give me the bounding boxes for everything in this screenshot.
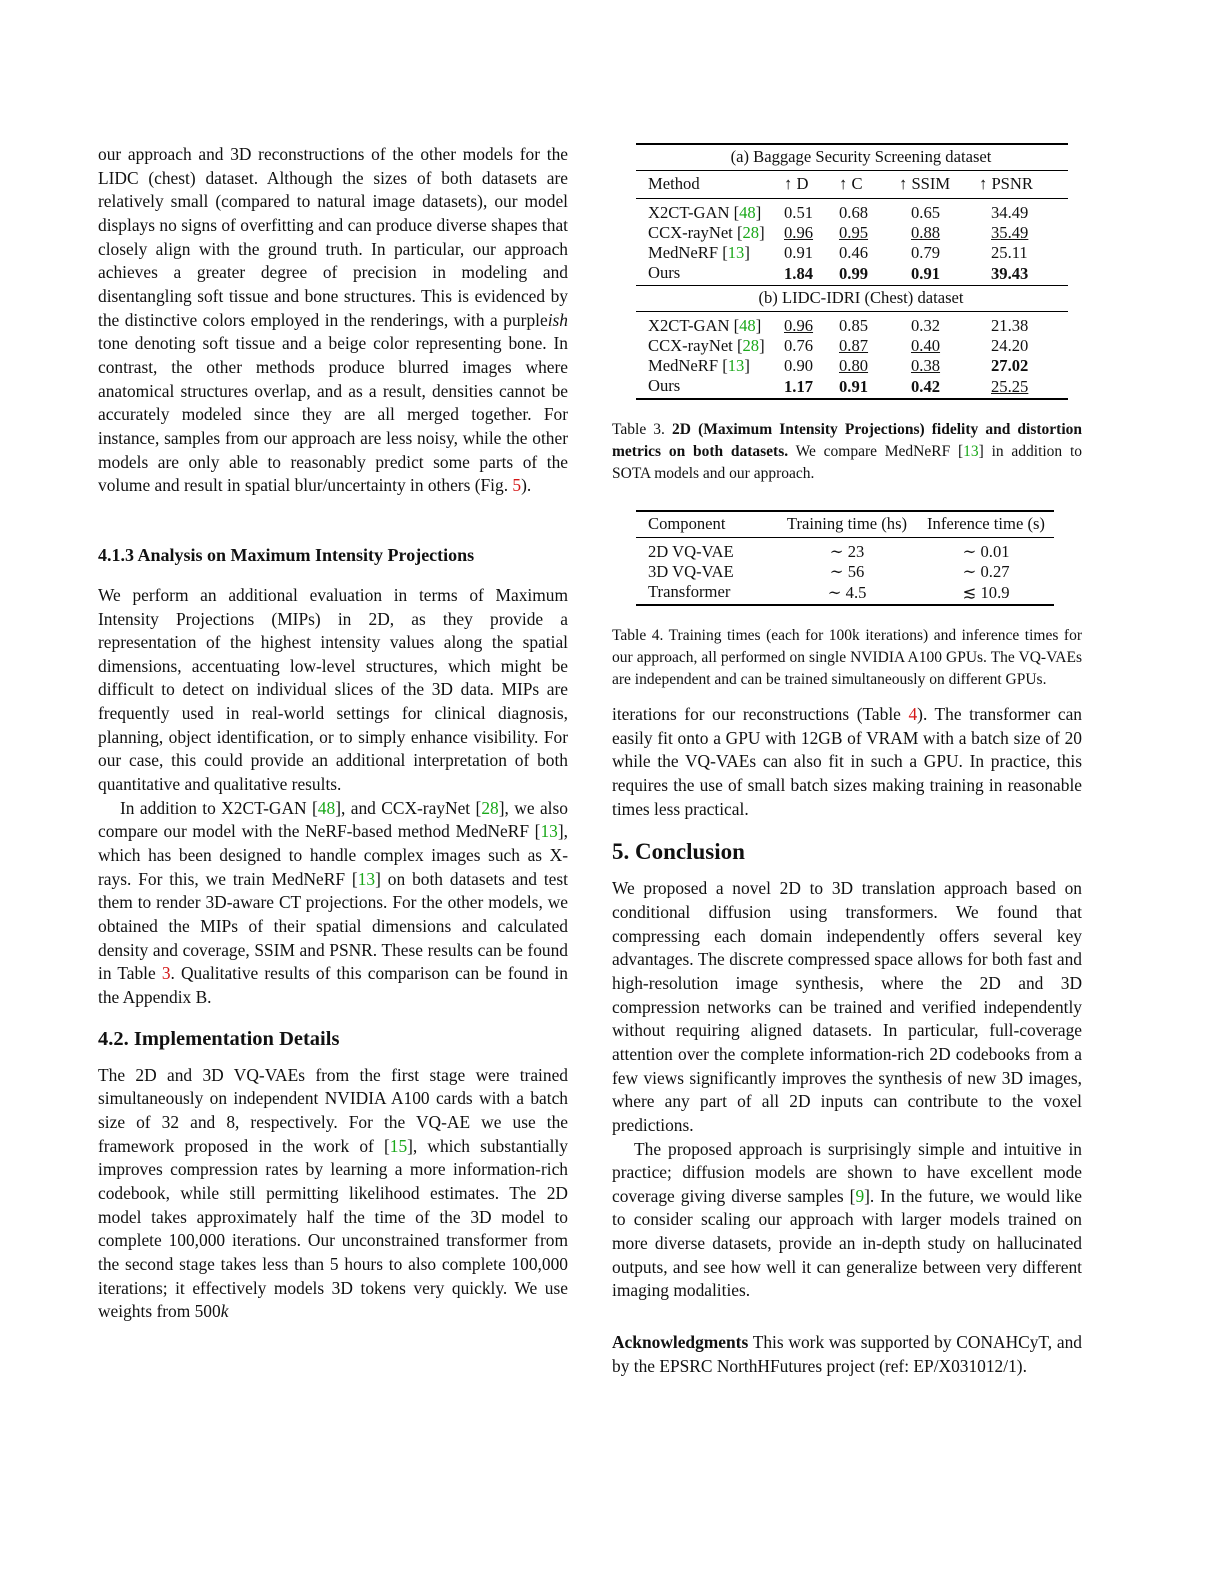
- citation-link[interactable]: 13: [727, 355, 745, 375]
- citation-link[interactable]: 28: [742, 335, 760, 355]
- acknowledgments: Acknowledgments This work was supported by CONAHCyT, and by the EPSRC NorthHFutures project (ref: EP/X031012/1).: [612, 1332, 1082, 1376]
- citation-link[interactable]: 48: [317, 797, 336, 818]
- col-header-psnr: ↑ PSNR: [979, 170, 1068, 198]
- col-header-d: ↑ D: [784, 170, 839, 198]
- table-row: Transformer ∼ 4.5 ≲ 10.9: [648, 582, 1010, 602]
- table-4: [636, 510, 1054, 607]
- citation-link[interactable]: 28: [742, 222, 760, 242]
- left-column: [98, 143, 568, 1324]
- table-row: Ours 1.17 0.91 0.42 25.25: [648, 375, 1029, 396]
- paragraph-iterations: iterations for our reconstructions (Table 4). The transformer can easily fit onto a GPU with 12GB of VRAM with a batch size of 20 while the VQ-VAEs can also fit in such a GPU. In practice, this requires the use of small batch sizes making training in reasonable times less practical.: [612, 704, 1082, 819]
- citation-link[interactable]: 9: [855, 1185, 865, 1206]
- table-row: MedNeRF [13] 0.90 0.80 0.38 27.02: [648, 355, 1029, 375]
- section-heading-4-1-3: 4.1.3 Analysis on Maximum Intensity Projections: [98, 544, 475, 565]
- paragraph-conclusion-1: We proposed a novel 2D to 3D translation approach based on conditional diffusion using transformers. We found that compressing each domain independently offers several key advantages. The discrete compressed space allows for both fast and high-resolution image synthesis, where the 2D and 3D compression networks can be trained and verified independently without requiring aligned datasets. In particular, full-coverage attention over the complete information-rich 2D codebooks from a few views significantly improves the synthesis of new 3D images, where any part of all 2D inputs can contribute to the voxel predictions.: [612, 878, 1082, 1135]
- table-3a-title: (a) Baggage Security Screening dataset: [636, 144, 1068, 170]
- right-column: [612, 143, 1082, 1378]
- paragraph-results: our approach and 3D reconstructions of the other models for the LIDC (chest) dataset. Although the sizes of both datasets are relatively small (compared to natural image datasets), our model displays no signs of overfitting and can produce diverse shapes that closely align with the ground truth. In particular, our approach achieves a greater degree of precision in modeling and disentangling soft tissue and bone structures. This is evidenced by the distinctive colors employed in the renderings, with a purpleish tone denoting soft tissue and a beige color representing bone. In contrast, the other methods produce blurred images where anatomical structures overlap, and as a result, densities cannot be accurately modeled since they are all merged together. For instance, samples from our approach are less noisy, while the other models are only able to reasonably predict some parts of the volume and result in spatial blur/uncertainty in others (Fig. 5).: [98, 144, 568, 496]
- table-row: 3D VQ-VAE ∼ 56 ∼ 0.27: [648, 562, 1010, 581]
- citation-link[interactable]: 28: [481, 797, 499, 818]
- citation-link[interactable]: 13: [963, 442, 979, 460]
- paragraph-implementation: The 2D and 3D VQ-VAEs from the first stage were trained simultaneously on independent NVIDIA A100 cards with a batch size of 32 and 8, respectively. For the VQ-AE we use the framework proposed in the work of [15], which substantially improves compression rates by learning a more information-rich codebook, while still permitting likelihood estimates. The 2D model takes approximately half the time of the 3D model to complete 100,000 iterations. Our unconstrained transformer from the second stage takes less than 5 hours to also complete 100,000 iterations; it effectively models 3D tokens very quickly. We use weights from 500k: [98, 1064, 568, 1322]
- citation-link[interactable]: 13: [357, 868, 376, 889]
- table-row: CCX-rayNet [28] 0.76 0.87 0.40 24.20: [648, 335, 1029, 355]
- table-3: [636, 143, 1068, 400]
- table-4-header: [636, 511, 1054, 538]
- table-3a-body: [636, 198, 1068, 285]
- table-3b-title: (b) LIDC-IDRI (Chest) dataset: [636, 285, 1068, 311]
- citation-link[interactable]: 13: [727, 242, 745, 262]
- table-link[interactable]: 4: [908, 704, 918, 724]
- table-row: 2D VQ-VAE ∼ 23 ∼ 0.01: [648, 542, 1010, 561]
- acknowledgments-label: Acknowledgments: [612, 1332, 749, 1353]
- col-header-inference: Inference time (s): [918, 511, 1054, 538]
- table-row: CCX-rayNet [28] 0.96 0.95 0.88 35.49: [648, 222, 1029, 242]
- figure-link[interactable]: 5: [512, 475, 522, 496]
- table-4-grid: [636, 510, 1054, 607]
- col-header-method: Method: [636, 170, 784, 198]
- citation-link[interactable]: 15: [389, 1135, 408, 1156]
- paragraph-mip: We perform an additional evaluation in terms of Maximum Intensity Projections (MIPs) in 2D, as they provide a representation of the highest intensity values along the spatial dimensions, accentuating low-level structures, which might be difficult to detect on individual slices of the 3D data. MIPs are frequently used in real-world settings for clinical diagnosis, planning, object identification, or to simply enhance visibility. For our case, this could provide an additional interpretation of both quantitative and qualitative results.: [98, 584, 568, 795]
- citation-link[interactable]: 48: [739, 202, 756, 222]
- table-3b-body: [636, 311, 1068, 399]
- table-row: MedNeRF [13] 0.91 0.46 0.79 25.11: [648, 242, 1028, 262]
- col-header-component: Component: [636, 511, 776, 538]
- table-link[interactable]: 3: [161, 963, 171, 984]
- table-row: X2CT-GAN [48] 0.96 0.85 0.32 21.38: [648, 315, 1029, 335]
- table-4-caption: Table 4. Training times (each for 100k iterations) and inference times for our approach, all performed on single NVIDIA A100 GPUs. The VQ-VAEs are independent and can be trained simultaneously on different GPUs.: [612, 627, 1082, 688]
- col-header-ssim: ↑ SSIM: [899, 170, 979, 198]
- col-header-c: ↑ C: [839, 170, 899, 198]
- citation-link[interactable]: 13: [540, 821, 558, 842]
- table-3-caption: Table 3. 2D (Maximum Intensity Projections) fidelity and distortion metrics on both datasets. We compare MedNeRF [13] in addition to SOTA models and our approach.: [612, 420, 1083, 482]
- table-row: X2CT-GAN [48] 0.51 0.68 0.65 34.49: [648, 202, 1029, 222]
- citation-link[interactable]: 48: [739, 315, 756, 335]
- col-header-training: Training time (hs): [776, 511, 918, 538]
- section-heading-conclusion: 5. Conclusion: [612, 839, 745, 865]
- paragraph-comparison: In addition to X2CT-GAN [48], and CCX-rayNet [28], we also compare our model with the NeRF-based method MedNeRF [13], which has been designed to handle complex images such as X-rays. For this, we train MedNeRF [13] on both datasets and test them to render 3D-aware CT projections. For the other models, we obtained the MIPs of their spatial dimensions and calculated density and coverage, SSIM and PSNR. These results can be found in Table 3. Qualitative results of this comparison can be found in the Appendix B.: [98, 797, 569, 1007]
- paragraph-conclusion-2: The proposed approach is surprisingly simple and intuitive in practice; diffusion models are shown to have excellent mode coverage giving diverse samples [9]. In the future, we would like to consider scaling our approach with larger models trained on more diverse datasets, provide an in-depth study on hallucinated outputs, and see how well it can generalize between very different imaging modalities.: [612, 1138, 1083, 1301]
- table-3a-header: [636, 170, 1068, 198]
- section-heading-4-2: 4.2. Implementation Details: [98, 1027, 340, 1050]
- table-row: Ours 1.84 0.99 0.91 39.43: [648, 262, 1029, 283]
- table-3-grid: [636, 143, 1068, 400]
